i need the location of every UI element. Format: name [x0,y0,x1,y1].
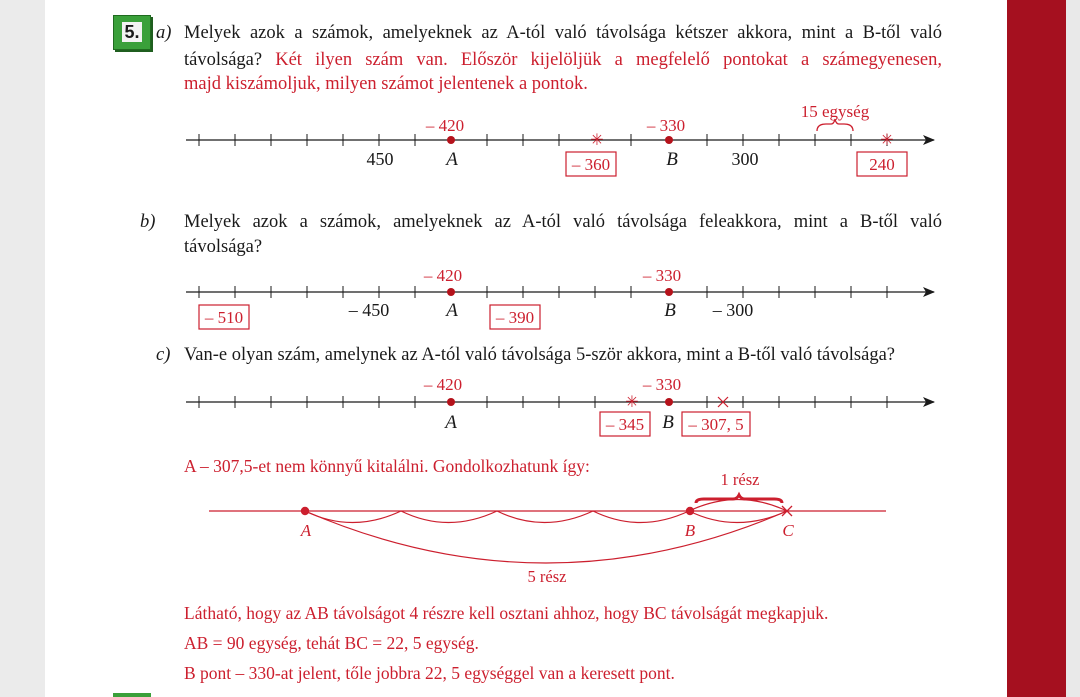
diagram-label-c: C [782,521,794,540]
label-a-value: – 420 [425,116,465,135]
part-b-letter: b) [140,212,156,232]
explanation-line3: B pont – 330-at jelent, tőle jobbra 22, 5 egységgel van a keresett pont. [184,663,675,683]
answer-value-1: – 345 [605,415,645,434]
point-a-marker [447,136,455,144]
point-b-marker [665,136,673,144]
part-a-answer-line3: majd kiszámoljuk, milyen számot jelentenek a pontok. [184,74,588,94]
tick-label-300: 300 [731,149,759,169]
diagram-point-b [686,507,694,515]
tick-label-minus-450: – 450 [348,300,390,320]
answer-value-1: – 510 [204,308,244,327]
point-a-label: A [446,300,458,321]
solution-star: ✳ [625,394,639,411]
number-line-c [186,375,934,436]
part-c-question: Van-e olyan szám, amelynek az A-tól való távolsága 5-ször akkora, mint a B-től való távolsága? [184,345,895,365]
diagram-label-b: B [684,521,696,540]
parts-diagram [209,470,886,586]
tick-label-minus-300: – 300 [712,300,754,320]
answer-value-1: – 360 [571,155,611,174]
point-a-marker [447,398,455,406]
five-parts-arc [305,511,787,563]
point-b-marker [665,288,673,296]
point-b-marker [665,398,673,406]
label-b-value: – 330 [642,266,682,285]
point-a-marker [447,288,455,296]
point-b-label: B [666,149,678,170]
tick-label-450: 450 [366,149,394,169]
part-c-note: A – 307,5-et nem könnyű kitalálni. Gondolkozhatunk így: [184,456,590,476]
label-a-value: – 420 [423,266,463,285]
label-b-value: – 330 [646,116,686,135]
point-b-label: B [662,412,674,433]
solution-star-1: ✳ [590,132,604,149]
part-a-question-line1: Melyek azok a számok, amelyeknek az A-tól való távolsága kétszer akkora, mint a B-től való [184,23,942,43]
five-parts-label: 5 rész [527,567,567,586]
explanation-line2: AB = 90 egység, tehát BC = 22, 5 egység. [184,633,479,653]
next-badge-edge [113,693,151,697]
part-b-question-line2: távolsága? [184,237,263,257]
label-a-value: – 420 [423,375,463,394]
explanation-line1: Látható, hogy az AB távolságot 4 részre kell osztani ahhoz, hogy BC távolságát megkapjuk. [184,603,829,623]
part-a-letter: a) [156,23,172,43]
point-a-label: A [445,412,457,433]
part-c-letter: c) [156,345,171,365]
solution-star-2: ✳ [880,132,894,149]
label-b-value: – 330 [642,375,682,394]
point-b-label: B [664,300,676,321]
exercise-number-badge: 5. [113,15,151,50]
four-parts-arcs [305,511,689,523]
part-a-question-line2: távolsága? Két ilyen szám van. Először kijelöljük a megfelelő pontokat a számegyenesen, [184,50,943,70]
diagram-point-a [301,507,309,515]
point-a-label: A [446,149,458,170]
answer-value-2: 240 [869,155,895,174]
diagram-label-a: A [300,521,312,540]
bc-arc-upper [689,500,787,512]
number-line-b [186,266,934,329]
number-line-a [186,102,934,176]
part-b-question-line1: Melyek azok a számok, amelyeknek az A-tól való távolsága feleakkora, mint a B-től való [184,212,942,232]
answer-value-2: – 307, 5 [688,415,744,434]
unit-note: 15 egység [800,102,870,121]
answer-value-2: – 390 [495,308,535,327]
one-part-label: 1 rész [720,470,760,489]
